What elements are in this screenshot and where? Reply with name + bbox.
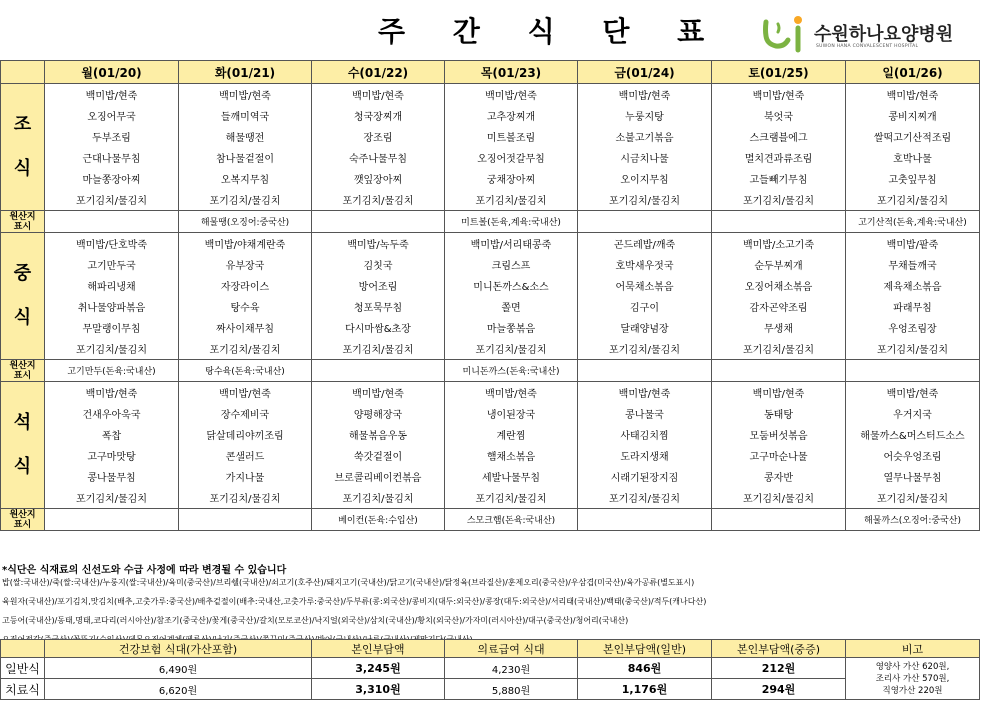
breakfast-row xyxy=(1,84,980,106)
menu-cell: 백미밥/현죽 xyxy=(846,382,980,404)
menu-cell: 고춧잎무침 xyxy=(846,168,980,189)
menu-cell: 백미밥/현죽 xyxy=(578,84,712,106)
menu-cell: 우거지국 xyxy=(846,403,980,424)
day-header-thu: 목(01/23) xyxy=(445,61,578,84)
menu-cell: 다시마쌈&초장 xyxy=(312,317,445,338)
menu-cell: 오징어무국 xyxy=(45,105,179,126)
menu-cell: 소불고기볶음 xyxy=(578,126,712,147)
price-row-label: 치료식 xyxy=(1,679,45,700)
origin-label: 원산지 표시 xyxy=(1,211,45,233)
menu-cell: 우엉조림장 xyxy=(846,317,980,338)
menu-cell: 멸치견과류조림 xyxy=(712,147,846,168)
price-header-cell: 본인부담액(일반) xyxy=(578,640,712,658)
menu-cell: 어슷우엉조림 xyxy=(846,445,980,466)
menu-cell: 오징어젓갈무침 xyxy=(445,147,578,168)
menu-cell: 마늘쫑장아찌 xyxy=(45,168,179,189)
lunch-label: 중 식 xyxy=(1,233,45,360)
price-row-label: 일반식 xyxy=(1,658,45,679)
lunch-row xyxy=(1,296,980,317)
day-header-sun: 일(01/26) xyxy=(846,61,980,84)
self-payment-severe: 212원 xyxy=(712,658,846,679)
menu-cell: 탕수육 xyxy=(179,296,312,317)
lunch-row xyxy=(1,338,980,360)
self-payment: 3,245원 xyxy=(312,658,445,679)
origin-cell xyxy=(712,211,846,233)
menu-cell: 포기김치/물김치 xyxy=(846,189,980,211)
origin-cell: 미니돈까스(돈육:국내산) xyxy=(445,360,578,382)
menu-cell: 고구마순나물 xyxy=(712,445,846,466)
menu-cell: 곤드레밥/깨죽 xyxy=(578,233,712,255)
day-header-mon: 월(01/20) xyxy=(45,61,179,84)
menu-cell: 포기김치/물김치 xyxy=(445,189,578,211)
menu-cell: 장조림 xyxy=(312,126,445,147)
menu-cell: 닭살데리야끼조림 xyxy=(179,424,312,445)
menu-cell: 숙주나물무침 xyxy=(312,147,445,168)
menu-cell: 동태탕 xyxy=(712,403,846,424)
menu-cell: 백미밥/현죽 xyxy=(179,84,312,106)
menu-cell: 포기김치/물김치 xyxy=(712,487,846,509)
menu-cell: 열무나물무침 xyxy=(846,466,980,487)
menu-cell: 포기김치/물김치 xyxy=(578,487,712,509)
menu-cell: 호박새우젓국 xyxy=(578,254,712,275)
breakfast-row xyxy=(1,126,980,147)
dinner-row xyxy=(1,424,980,445)
remark-line: 조리사 가산 570원, xyxy=(875,673,950,684)
hospital-logo xyxy=(760,14,975,54)
menu-cell: 해물볶음우동 xyxy=(312,424,445,445)
menu-cell: 순두부찌개 xyxy=(712,254,846,275)
menu-cell: 포기김치/물김치 xyxy=(45,189,179,211)
menu-cell: 마늘쫑볶음 xyxy=(445,317,578,338)
menu-cell: 백미밥/현죽 xyxy=(45,382,179,404)
origin-line: 고등어(국내산)/동태,명태,코다리(러시아산)/참조기(중국산)/꽃게(중국산)/갈치(모로코산)/낙지얼(외국산)/삼치(국내산)/황치(외국산)/가자미(러시아산)/대구(중국산)/청어리(국내산) xyxy=(2,616,629,625)
menu-cell: 쑥갓겉절이 xyxy=(312,445,445,466)
menu-cell: 시금치나물 xyxy=(578,147,712,168)
menu-cell: 백미밥/현죽 xyxy=(712,382,846,404)
menu-cell: 두부조림 xyxy=(45,126,179,147)
menu-cell: 포기김치/물김치 xyxy=(312,487,445,509)
menu-cell: 청포묵무침 xyxy=(312,296,445,317)
menu-cell: 해물땡전 xyxy=(179,126,312,147)
menu-cell: 파래무침 xyxy=(846,296,980,317)
menu-cell: 백미밥/서리태콩죽 xyxy=(445,233,578,255)
weekly-menu-table xyxy=(0,60,980,531)
origin-cell xyxy=(179,509,312,531)
menu-cell: 누룽지탕 xyxy=(578,105,712,126)
hospital-sub: SUWON HANA CONVALESCENT HOSPITAL xyxy=(816,44,919,49)
hospital-logo-icon xyxy=(760,14,810,54)
origin-cell xyxy=(45,509,179,531)
origin-cell: 해물까스(오징어:중국산) xyxy=(846,509,980,531)
breakfast-row xyxy=(1,168,980,189)
menu-cell: 포기김치/물김치 xyxy=(578,189,712,211)
menu-cell: 호박나물 xyxy=(846,147,980,168)
menu-cell: 고기만두국 xyxy=(45,254,179,275)
menu-cell: 포기김치/물김치 xyxy=(846,487,980,509)
origin-cell: 탕수육(돈육:국내산) xyxy=(179,360,312,382)
menu-cell: 고구마맛탕 xyxy=(45,445,179,466)
lunch-row xyxy=(1,254,980,275)
menu-cell: 콩나물무침 xyxy=(45,466,179,487)
price-row-general xyxy=(1,658,980,679)
menu-cell: 오복지무침 xyxy=(179,168,312,189)
remark-line: 영양사 가산 620원, xyxy=(875,661,950,672)
menu-cell: 백미밥/현죽 xyxy=(312,84,445,106)
menu-cell: 백미밥/소고기죽 xyxy=(712,233,846,255)
origin-cell: 베이컨(돈육:수입산) xyxy=(312,509,445,531)
menu-cell: 오이지무침 xyxy=(578,168,712,189)
menu-cell: 크림스프 xyxy=(445,254,578,275)
price-header-cell: 건강보험 식대(가산포함) xyxy=(45,640,312,658)
dinner-row xyxy=(1,487,980,509)
menu-cell: 건새우아욱국 xyxy=(45,403,179,424)
day-header-wed: 수(01/22) xyxy=(312,61,445,84)
menu-cell: 포기김치/물김치 xyxy=(578,338,712,360)
menu-cell: 백미밥/현죽 xyxy=(445,84,578,106)
medical-aid-fee: 4,230원 xyxy=(445,658,578,679)
menu-cell: 제육채소볶음 xyxy=(846,275,980,296)
origin-line: 육원자(국내산)/포기김치,맛김치(배추,고춧가루:중국산)/배추겉절이(배추:국내산,고춧가루:중국산)/두부류(콩:외국산)/콩비지(대두:외국산)/콩장(대두:외국산)/서리태(국내산)/백태(중국산)/적두(캐나다산) xyxy=(2,597,707,606)
menu-cell: 포기김치/물김치 xyxy=(445,338,578,360)
menu-cell: 근대나물무침 xyxy=(45,147,179,168)
menu-cell: 고추장찌개 xyxy=(445,105,578,126)
menu-cell: 도라지생채 xyxy=(578,445,712,466)
menu-cell: 청국장찌개 xyxy=(312,105,445,126)
origin-cell xyxy=(45,211,179,233)
origin-label: 원산지 표시 xyxy=(1,509,45,531)
hospital-name: 수원하나요양병원 xyxy=(814,24,954,45)
menu-cell: 달래양념장 xyxy=(578,317,712,338)
health-insurance-fee: 6,490원 xyxy=(45,658,312,679)
breakfast-row xyxy=(1,189,980,211)
origin-cell xyxy=(578,360,712,382)
price-header-cell: 본인부담액(중증) xyxy=(712,640,846,658)
dinner-row xyxy=(1,466,980,487)
self-payment-general: 846원 xyxy=(578,658,712,679)
menu-cell: 백미밥/현죽 xyxy=(578,382,712,404)
breakfast-label: 조 식 xyxy=(1,84,45,211)
origin-info xyxy=(2,573,980,649)
menu-cell: 백미밥/현죽 xyxy=(712,84,846,106)
menu-cell: 고들빼기무침 xyxy=(712,168,846,189)
dinner-row xyxy=(1,445,980,466)
origin-cell: 고기산적(돈육,계육:국내산) xyxy=(846,211,980,233)
menu-cell: 백미밥/현죽 xyxy=(312,382,445,404)
menu-cell: 깻잎장아찌 xyxy=(312,168,445,189)
menu-cell: 양평해장국 xyxy=(312,403,445,424)
menu-cell: 포기김치/물김치 xyxy=(712,338,846,360)
menu-cell: 포기김치/물김치 xyxy=(179,338,312,360)
self-payment: 3,310원 xyxy=(312,679,445,700)
breakfast-row xyxy=(1,105,980,126)
lunch-row xyxy=(1,233,980,255)
menu-cell: 포기김치/물김치 xyxy=(179,189,312,211)
menu-cell: 유부장국 xyxy=(179,254,312,275)
menu-cell: 냉이된장국 xyxy=(445,403,578,424)
menu-cell: 콩나물국 xyxy=(578,403,712,424)
menu-cell: 사태김치찜 xyxy=(578,424,712,445)
menu-cell: 김칫국 xyxy=(312,254,445,275)
menu-cell: 모둠버섯볶음 xyxy=(712,424,846,445)
menu-cell: 세발나물무침 xyxy=(445,466,578,487)
menu-change-notice: *식단은 식재료의 신선도와 수급 사정에 따라 변경될 수 있습니다 xyxy=(2,565,287,576)
lunch-row xyxy=(1,317,980,338)
dinner-label: 석 식 xyxy=(1,382,45,509)
menu-cell: 콘샐러드 xyxy=(179,445,312,466)
menu-cell: 콩자반 xyxy=(712,466,846,487)
menu-cell: 쫄면 xyxy=(445,296,578,317)
self-payment-general: 1,176원 xyxy=(578,679,712,700)
menu-cell: 해물까스&머스터드소스 xyxy=(846,424,980,445)
dinner-row xyxy=(1,403,980,424)
lunch-origin-row xyxy=(1,360,980,382)
origin-cell: 해물땡(오징어:중국산) xyxy=(179,211,312,233)
menu-cell: 햄채소볶음 xyxy=(445,445,578,466)
price-header-cell xyxy=(1,640,45,658)
page-title: 주 간 식 단 표 xyxy=(378,15,724,48)
origin-cell: 스모크햄(돈육:국내산) xyxy=(445,509,578,531)
menu-cell: 백미밥/현죽 xyxy=(179,382,312,404)
menu-cell: 스크램블에그 xyxy=(712,126,846,147)
menu-cell: 자장라이스 xyxy=(179,275,312,296)
dinner-origin-row xyxy=(1,509,980,531)
menu-cell: 미트볼조림 xyxy=(445,126,578,147)
title-bar xyxy=(0,0,982,60)
menu-cell: 백미밥/현죽 xyxy=(445,382,578,404)
origin-label: 원산지 표시 xyxy=(1,360,45,382)
menu-cell: 취나물양파볶음 xyxy=(45,296,179,317)
self-payment-severe: 294원 xyxy=(712,679,846,700)
menu-cell: 짜사이채무침 xyxy=(179,317,312,338)
origin-cell: 미트볼(돈육,계육:국내산) xyxy=(445,211,578,233)
origin-cell xyxy=(312,360,445,382)
menu-cell: 포기김치/물김치 xyxy=(45,487,179,509)
menu-cell: 무생채 xyxy=(712,317,846,338)
day-header-sat: 토(01/25) xyxy=(712,61,846,84)
menu-cell: 해파리냉채 xyxy=(45,275,179,296)
price-header-cell: 비고 xyxy=(846,640,980,658)
origin-cell xyxy=(312,211,445,233)
menu-cell: 참나물겉절이 xyxy=(179,147,312,168)
menu-cell: 포기김치/물김치 xyxy=(712,189,846,211)
menu-cell: 쌀떡고기산적조림 xyxy=(846,126,980,147)
menu-cell: 백미밥/팥죽 xyxy=(846,233,980,255)
menu-cell: 포기김치/물김치 xyxy=(846,338,980,360)
day-header-row xyxy=(1,61,980,84)
breakfast-row xyxy=(1,147,980,168)
price-header-cell: 의료급여 식대 xyxy=(445,640,578,658)
menu-cell: 백미밥/현죽 xyxy=(846,84,980,106)
menu-cell: 포기김치/물김치 xyxy=(312,189,445,211)
dinner-row xyxy=(1,382,980,404)
origin-cell xyxy=(846,360,980,382)
corner-cell xyxy=(1,61,45,84)
menu-cell: 포기김치/물김치 xyxy=(45,338,179,360)
origin-cell xyxy=(712,509,846,531)
breakfast-origin-row xyxy=(1,211,980,233)
medical-aid-fee: 5,880원 xyxy=(445,679,578,700)
menu-cell: 포기김치/물김치 xyxy=(312,338,445,360)
menu-cell: 방어조림 xyxy=(312,275,445,296)
menu-cell: 무말랭이무침 xyxy=(45,317,179,338)
remark-line: 직영가산 220원 xyxy=(882,685,943,696)
menu-cell: 미니돈까스&소스 xyxy=(445,275,578,296)
menu-cell: 백미밥/야채계란죽 xyxy=(179,233,312,255)
menu-cell: 김구이 xyxy=(578,296,712,317)
menu-cell: 무채들깨국 xyxy=(846,254,980,275)
health-insurance-fee: 6,620원 xyxy=(45,679,312,700)
day-header-tue: 화(01/21) xyxy=(179,61,312,84)
menu-cell: 감자곤약조림 xyxy=(712,296,846,317)
menu-cell: 포기김치/물김치 xyxy=(445,487,578,509)
origin-cell: 고기만두(돈육:국내산) xyxy=(45,360,179,382)
origin-cell xyxy=(578,509,712,531)
menu-cell: 시래기된장지짐 xyxy=(578,466,712,487)
menu-cell: 궁채장아찌 xyxy=(445,168,578,189)
menu-cell: 콩비지찌개 xyxy=(846,105,980,126)
menu-cell: 포기김치/물김치 xyxy=(179,487,312,509)
menu-cell: 가지나물 xyxy=(179,466,312,487)
price-remarks xyxy=(846,658,980,700)
price-row-therapeutic xyxy=(1,679,980,700)
origin-cell xyxy=(578,211,712,233)
origin-line: 밥(쌀:국내산)/죽(쌀:국내산)/누룽지(쌀:국내산)/육미(중국산)/브리쉘(국내산)/쇠고기(호주산)/돼지고기(국내산)/닭고기(국내산)/닭정육(브라질산)/훈제오리(중국산)/우삼겹(미국산)/육가공류(별도표시) xyxy=(2,578,695,587)
menu-cell: 백미밥/단호박죽 xyxy=(45,233,179,255)
menu-cell: 계란찜 xyxy=(445,424,578,445)
day-header-fri: 금(01/24) xyxy=(578,61,712,84)
menu-cell: 장수제비국 xyxy=(179,403,312,424)
menu-cell: 백미밥/녹두죽 xyxy=(312,233,445,255)
menu-cell: 브로콜리베이컨볶음 xyxy=(312,466,445,487)
menu-cell: 들깨미역국 xyxy=(179,105,312,126)
menu-cell: 폭찹 xyxy=(45,424,179,445)
lunch-row xyxy=(1,275,980,296)
origin-cell xyxy=(712,360,846,382)
menu-cell: 오징어채소볶음 xyxy=(712,275,846,296)
menu-cell: 북엇국 xyxy=(712,105,846,126)
meal-price-table xyxy=(0,639,980,700)
price-header-cell: 본인부담액 xyxy=(312,640,445,658)
menu-cell: 백미밥/현죽 xyxy=(45,84,179,106)
menu-cell: 어묵채소볶음 xyxy=(578,275,712,296)
price-header-row xyxy=(1,640,980,658)
